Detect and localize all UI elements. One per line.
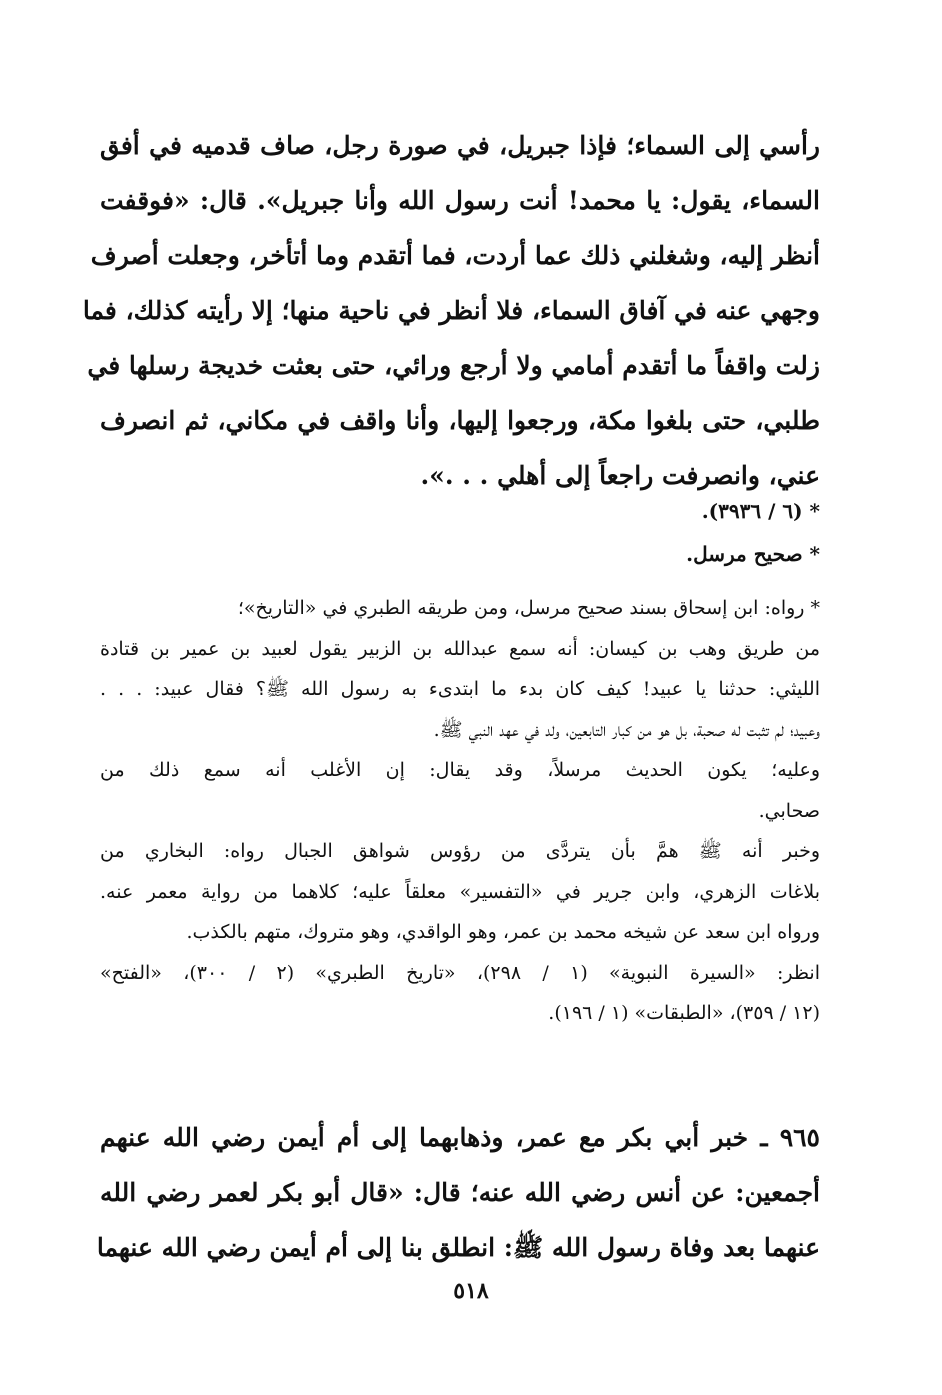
main-text-line: زلت واقفاً ما أتقدم أمامي ولا أرجع ورائي، حتى بعثت خديجة رسلها في (87, 351, 820, 380)
main-text-line: أنظر إليه، وشغلني ذلك عما أردت، فما أتقدم وما أتأخر، وجعلت أصرف (90, 241, 820, 270)
note-line: ورواه ابن سعد عن شيخه محمد بن عمر، وهو الواقدي، وهو متروك، متهم بالكذب. (186, 921, 820, 943)
next-hadith-line: عنهما بعد وفاة رسول الله ﷺ: انطلق بنا إلى أم أيمن رضي الله عنهما (96, 1233, 820, 1262)
grading-line: * صحيح مرسل. (686, 542, 820, 566)
footnotes-block (100, 588, 820, 1034)
main-text-line: طلبي، حتى بلغوا مكة، ورجعوا إليها، وأنا واقف في مكاني، ثم انصرف (100, 406, 820, 435)
next-hadith-line: أجمعين: عن أنس رضي الله عنه؛ قال: «قال أبو بكر لعمر رضي الله (100, 1178, 820, 1207)
main-text-line: وجهي عنه في آفاق السماء، فلا أنظر في ناحية منها؛ إلا رأيته كذلك، فما (82, 296, 820, 325)
note-line: صحابي. (758, 799, 820, 822)
note-line: (١٢ / ٣٥٩)، «الطبقات» (١ / ١٩٦). (548, 1002, 820, 1024)
main-text-line: السماء، يقول: يا محمد! أنت رسول الله وأنا جبريل». قال: «فوقفت (100, 186, 820, 215)
main-text-line: رأسي إلى السماء؛ فإذا جبريل، في صورة رجل، صاف قدميه في أفق (100, 131, 820, 160)
note-line: وعبيد؛ لم تثبت له صحبة، بل هو من كبار التابعين، ولد في عهد النبي ﷺ. (433, 718, 820, 741)
reference-line: * (٦ / ٣٩٣٦). (701, 499, 820, 523)
note-line: بلاغات الزهري، وابن جرير في «التفسير» معلقاً عليه؛ كلاهما من رواية معمر عنه. (100, 880, 820, 903)
next-hadith-block (96, 1110, 820, 1275)
next-hadith-line: ٩٦٥ ـ خبر أبي بكر مع عمر، وذهابهما إلى أم أيمن رضي الله عنهم (100, 1123, 820, 1152)
note-line: انظر: «السيرة النبوية» (١ / ٢٩٨)، «تاريخ الطبري» (٢ / ٣٠٠)، «الفتح» (100, 961, 820, 984)
note-line: * رواه: ابن إسحاق بسند صحيح مرسل، ومن طريقه الطبري في «التاريخ»؛ (237, 597, 820, 619)
page-number: ٥١٨ (453, 1278, 489, 1304)
note-line: وعليه؛ يكون الحديث مرسلاً، وقد يقال: إن الأغلب أنه سمع ذلك من (100, 759, 820, 781)
main-text-line: عني، وانصرفت راجعاً إلى أهلي . . .». (420, 461, 820, 490)
note-line: الليثي: حدثنا يا عبيد! كيف كان بدء ما ابتدىء به رسول الله ﷺ؟ فقال عبيد: . . . (100, 678, 820, 700)
main-text-block (82, 118, 820, 503)
note-line: وخبر أنه ﷺ همَّ بأن يتردَّى من رؤوس شواهق الجبال رواه: البخاري من (100, 840, 820, 862)
note-line: من طريق وهب بن كيسان: أنه سمع عبدالله بن الزبير يقول لعبيد بن عمير بن قتادة (100, 637, 820, 660)
hadith-reference-block (100, 490, 820, 576)
